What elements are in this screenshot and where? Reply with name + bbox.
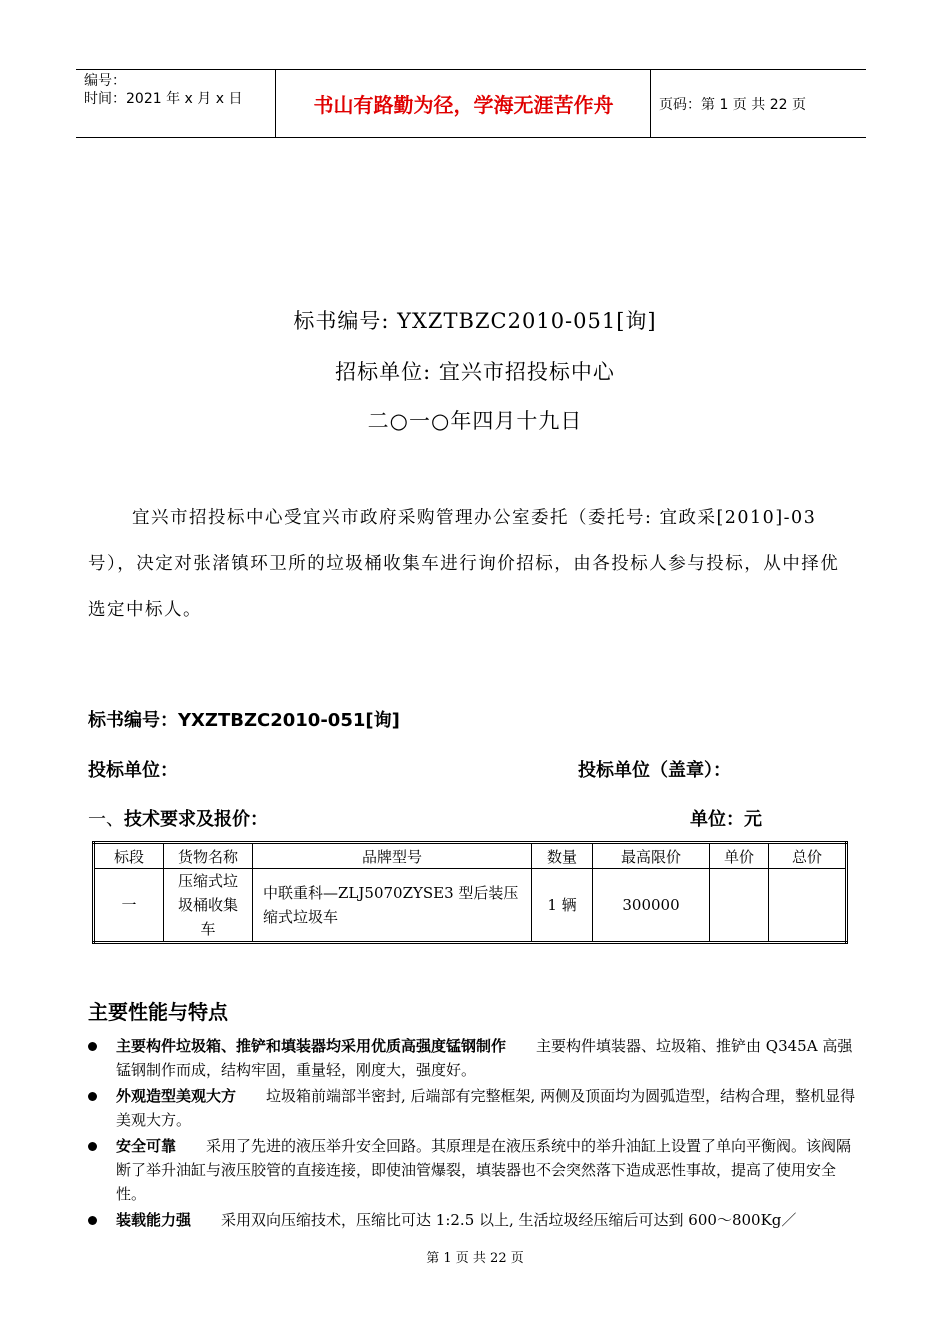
feature-lead: 主要构件垃圾箱、推铲和填装器均采用优质高强度锰钢制作 (116, 1037, 507, 1055)
section-title: 技术要求及报价： (124, 809, 268, 830)
list-item (88, 1134, 858, 1206)
number-label: 编号： (84, 73, 126, 89)
form-unit: 单位：元 (690, 809, 762, 830)
features-title: 主要性能与特点 (88, 1000, 228, 1024)
cell-brand-model: 中联重科—ZLJ5070ZYSE3 型后装压缩式垃圾车 (253, 869, 532, 943)
time-label: 时间：2021 年 x 月 x 日 (84, 91, 243, 107)
bullet-icon (88, 1142, 97, 1151)
col-header: 标段 (94, 843, 164, 869)
feature-text: 垃圾箱前端部半密封, 后端部有完整框架, 两侧及顶面均为圆弧造型，结构合理，整机显得美观大方。 (116, 1087, 856, 1129)
feature-lead: 安全可靠 (116, 1137, 177, 1155)
bullet-icon (88, 1092, 97, 1101)
cover-date: 二○一○年四月十九日 (367, 409, 583, 433)
form-section-heading (88, 805, 268, 831)
feature-lead: 装载能力强 (116, 1211, 192, 1229)
cell-max-price: 300000 (593, 869, 710, 943)
form-bidder-seal: 投标单位（盖章）： (578, 760, 731, 781)
form-bidder: 投标单位： (88, 760, 178, 781)
cover-tender-unit: 招标单位: 宜兴市招投标中心 (335, 360, 615, 384)
bullet-icon (88, 1042, 97, 1051)
cover-bid-no: 标书编号: YXZTBZC2010-051[询] (293, 309, 657, 333)
table-row (94, 869, 847, 943)
list-item (88, 1084, 858, 1132)
features-list (88, 1034, 858, 1234)
page-footer: 第 1 页 共 22 页 (426, 1251, 524, 1266)
section-prefix: 一、 (88, 809, 124, 830)
cell-goods-name: 压缩式垃圾桶收集车 (164, 869, 253, 943)
col-header: 最高限价 (593, 843, 710, 869)
feature-text: 采用双向压缩技术，压缩比可达 1:2.5 以上, 生活垃圾经压缩后可达到 600～800Kg／ (221, 1211, 797, 1229)
pricing-table (92, 841, 848, 944)
feature-lead: 外观造型美观大方 (116, 1087, 237, 1105)
list-item (88, 1034, 858, 1082)
intro-paragraph: 宜兴市招投标中心受宜兴市政府采购管理办公室委托（委托号: 宜政采[2010]-03 号），决定对张渚镇环卫所的垃圾桶收集车进行询价招标，由各投标人参与投标，从中择优选定中标人。 (88, 508, 840, 620)
list-item (88, 1208, 858, 1232)
col-header: 货物名称 (164, 843, 253, 869)
feature-text: 采用了先进的液压举升安全回路。其原理是在液压系统中的举升油缸上设置了单向平衡阀。该阀隔断了举升油缸与液压胶管的直接连接，即使油管爆裂，填装器也不会突然落下造成恶性事故，提高了使用安全性。 (116, 1137, 852, 1203)
bullet-icon (88, 1216, 97, 1225)
col-header: 单价 (710, 843, 769, 869)
cell-unit-price (710, 869, 769, 943)
header-meta (76, 70, 276, 137)
header-motto: 书山有路勤为径，学海无涯苦作舟 (277, 70, 651, 137)
page-header (76, 69, 866, 138)
col-header: 总价 (769, 843, 847, 869)
col-header: 数量 (532, 843, 593, 869)
feature-text: 主要构件填装器、垃圾箱、推铲由 Q345A 高强锰钢制作而成，结构牢固，重量轻，刚度大，强度好。 (116, 1037, 853, 1079)
table-header-row (94, 843, 847, 869)
form-bid-no: 标书编号：YXZTBZC2010-051[询] (88, 710, 400, 731)
col-header: 品牌型号 (253, 843, 532, 869)
cell-lot: 一 (94, 869, 164, 943)
header-page-info: 页码：第 1 页 共 22 页 (659, 96, 806, 113)
cell-total-price (769, 869, 847, 943)
cell-quantity: 1 辆 (532, 869, 593, 943)
